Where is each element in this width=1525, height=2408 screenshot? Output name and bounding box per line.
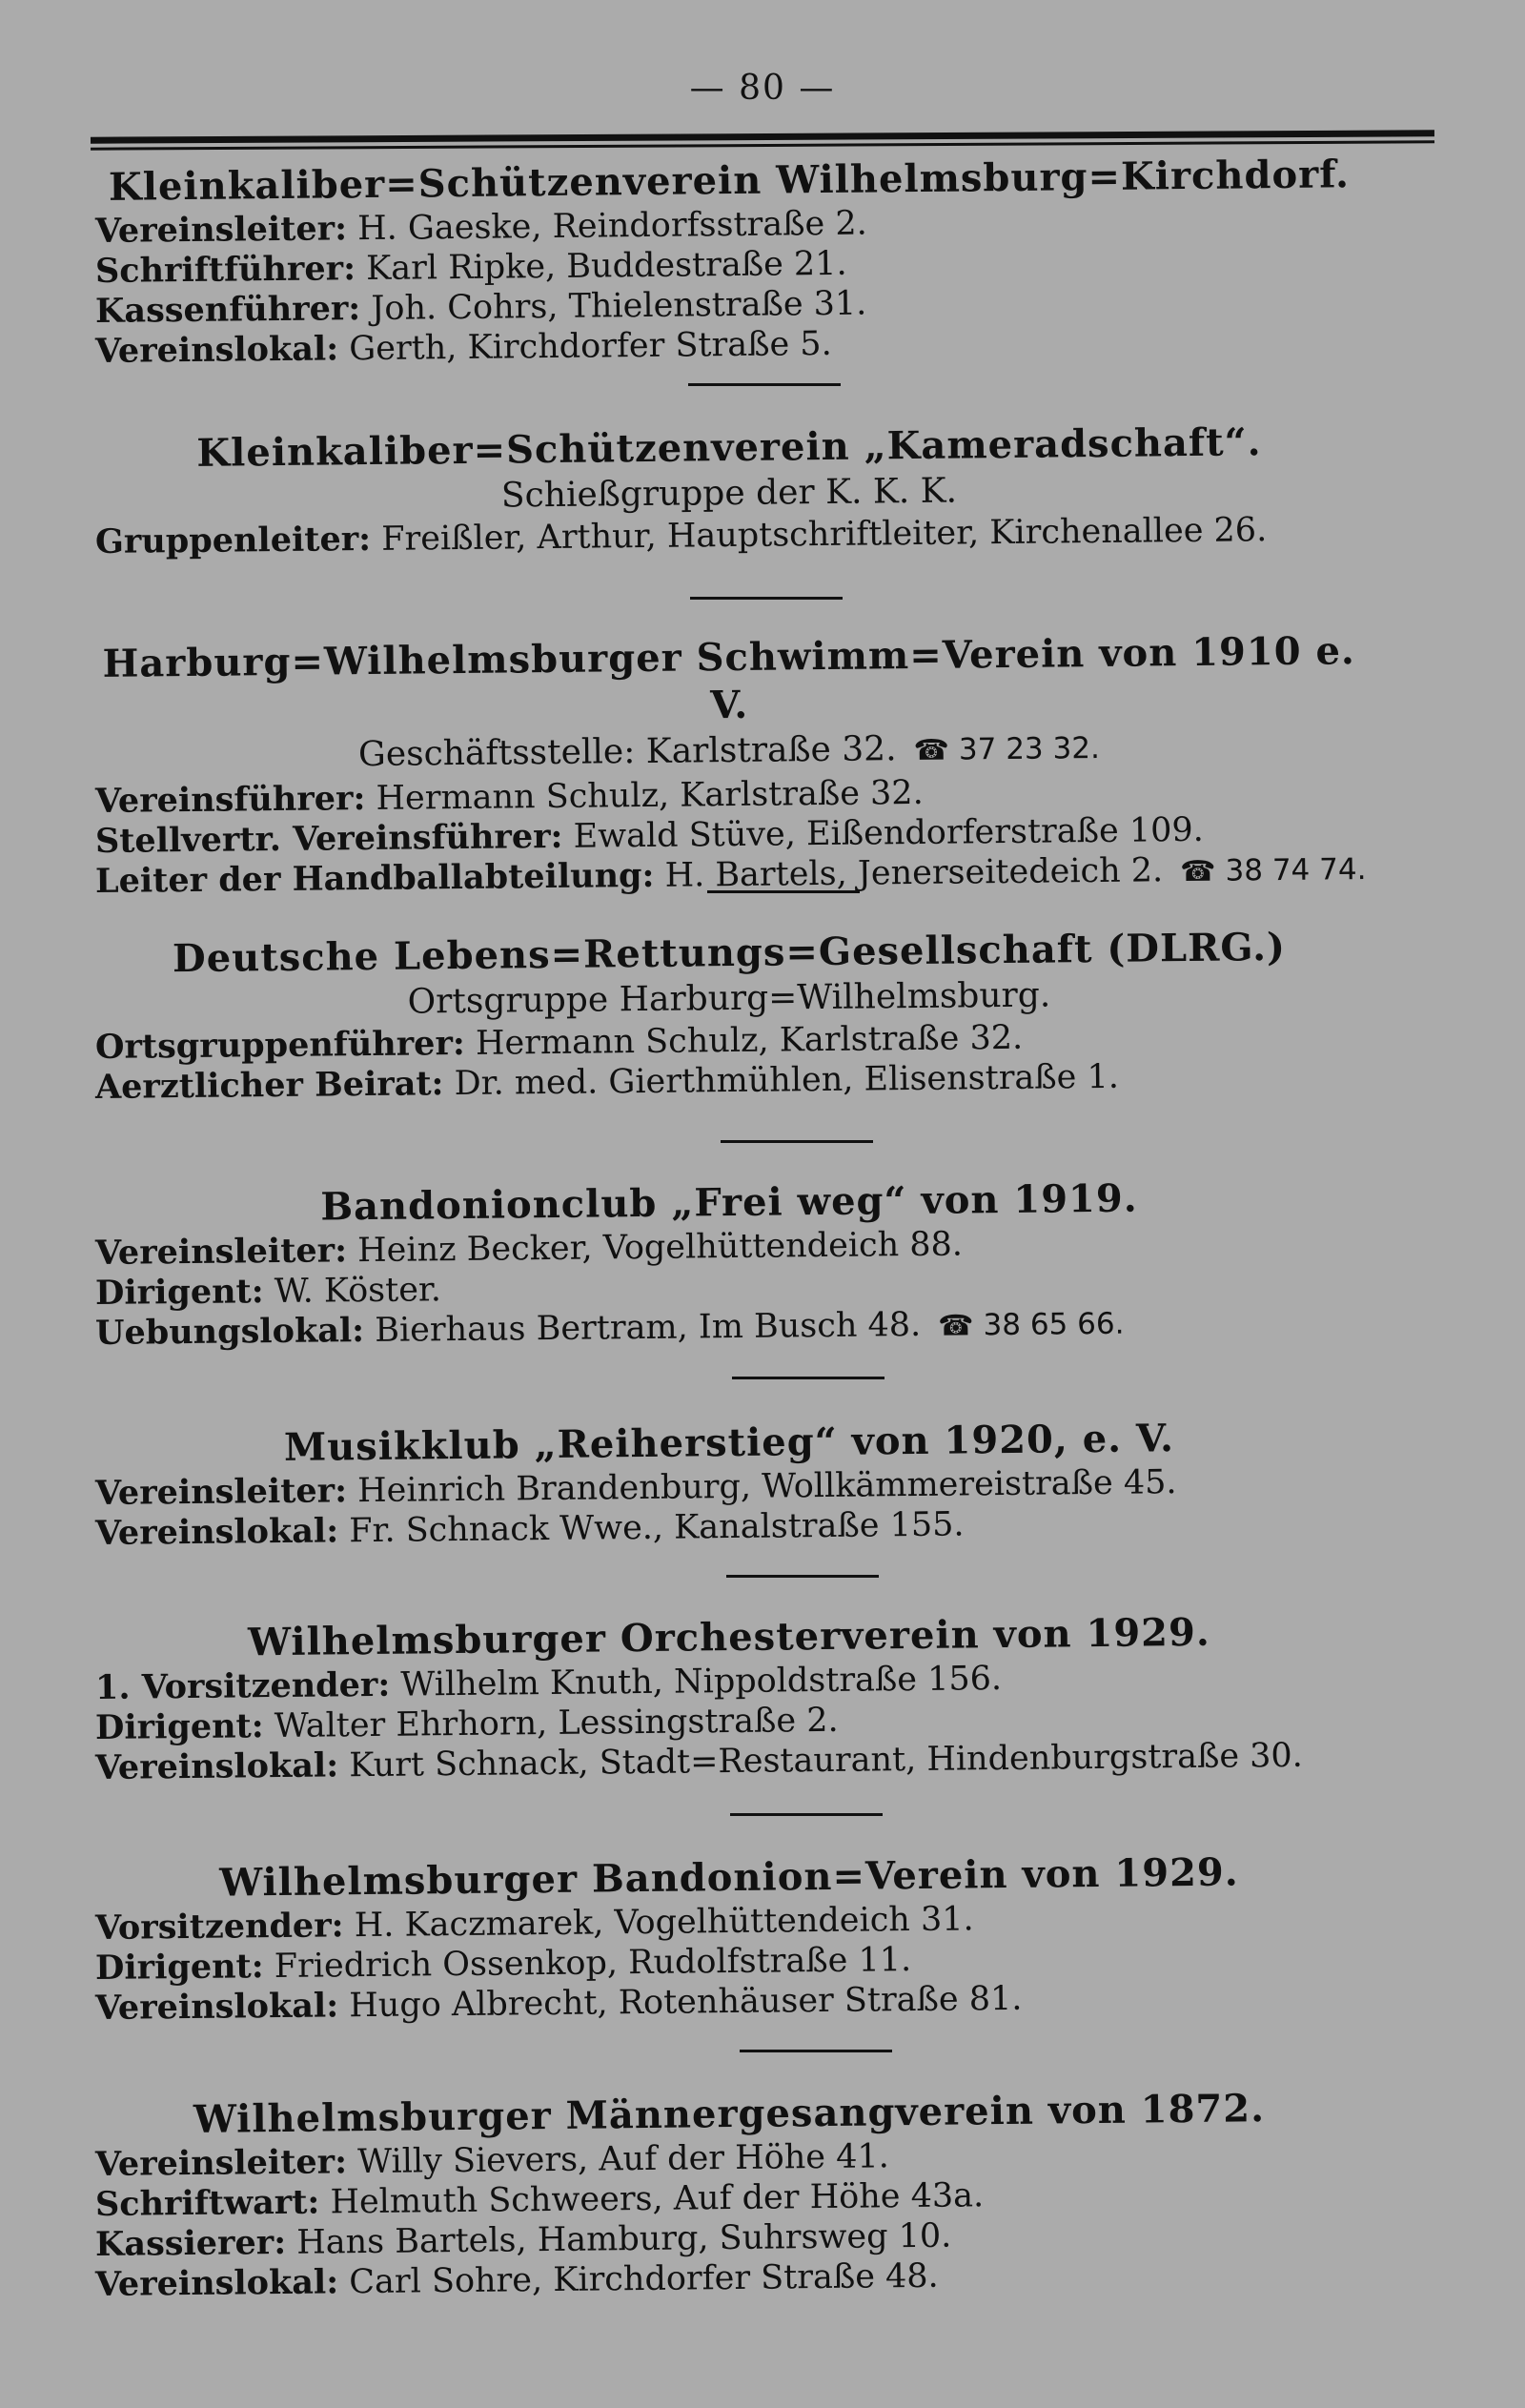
club-subtitle: Ortsgruppe Harburg=Wilhelmsburg. [407,975,1051,1022]
line-text: Willy Sievers, Auf der Höhe 41. [356,2137,890,2182]
line-text: Freißler, Arthur, Hauptschriftleiter, Kirchenallee 26. [381,511,1268,559]
phone-value: 37 23 32. [958,730,1101,767]
line-text: Gerth, Kirchdorfer Straße 5. [349,324,832,369]
line-text: W. Köster. [274,1271,442,1312]
line-label: Vereinslokal: [94,329,339,371]
line-label: Vereinsleiter: [94,209,348,251]
club-subtitle: Schießgruppe der K. K. K. [500,471,958,516]
club-entry [94,419,1363,562]
subtitle-text: Geschäftsstelle: Karlstraße 32. [357,729,897,775]
line-text: Walter Ehrhorn, Lessingstraße 2. [274,1701,839,1746]
line-label: Schriftführer: [94,249,356,291]
line-text: Kurt Schnack, Stadt=Restaurant, Hindenburgstraße 30. [349,1736,1304,1786]
club-title: Bandonionclub „Frei weg“ von 1919. [320,1175,1138,1230]
club-entry [94,1416,1363,1554]
line-label: Vorsitzender: [94,1906,344,1948]
separator [730,1813,883,1816]
line-text: Karl Ripke, Buddestraße 21. [365,244,847,289]
club-title: Kleinkaliber=Schützenverein Wilhelmsburg=Kirchdorf. [108,152,1351,210]
club-entry [94,2086,1363,2305]
line-text: Hermann Schulz, Karlstraße 32. [376,773,924,818]
club-entry [94,628,1367,904]
phone-value: 38 74 74. [1225,852,1367,888]
separator [688,383,841,386]
club-title: Musikklub „Reiherstieg“ von 1920, e. V. [283,1416,1175,1470]
line-text: Hugo Albrecht, Rotenhäuser Straße 81. [349,1979,1023,2026]
line-label: Kassenführer: [94,289,361,331]
line-label: Gruppenleiter: [94,519,372,561]
line-label: Vereinsleiter: [94,1471,348,1513]
line-label: Dirigent: [94,1706,264,1747]
club-title: Kleinkaliber=Schützenverein „Kameradschaft“. [196,419,1262,476]
club-entry [94,1849,1363,2029]
line-text: Joh. Cohrs, Thielenstraße 31. [371,284,867,328]
separator [740,2050,892,2052]
club-entry [94,924,1363,1108]
line-text: Carl Sohre, Kirchdorfer Straße 48. [349,2256,939,2302]
club-title: Wilhelmsburger Orchesterverein von 1929. [247,1609,1211,1665]
line-label: Stellvertr. Vereinsführer: [94,816,563,861]
phone-number [913,731,1100,767]
line-text: Heinrich Brandenburg, Wollkämmereistraße 45. [356,1463,1177,1511]
telephone-icon: ☎ [938,1309,974,1343]
line-label: Dirigent: [94,1947,264,1988]
club-title: Wilhelmsburger Bandonion=Verein von 1929. [219,1849,1239,1906]
line-label: Aerztlicher Beirat: [94,1064,444,1107]
separator [732,1377,884,1379]
club-entry [94,152,1363,372]
separator [690,597,843,600]
separator [726,1575,879,1578]
line-text: Dr. med. Gierthmühlen, Elisenstraße 1. [454,1057,1120,1104]
club-title: Wilhelmsburger Männergesangverein von 1872. [193,2086,1266,2142]
line-text: Helmuth Schweers, Auf der Höhe 43a. [330,2176,985,2222]
line-label: Vereinslokal: [94,1511,339,1553]
separator [707,890,860,893]
club-entry [94,1175,1363,1356]
telephone-icon: ☎ [913,733,950,768]
line-label: Schriftwart: [94,2182,320,2224]
line-text: Friedrich Ossenkop, Rudolfstraße 11. [274,1941,912,1987]
line-text: Wilhelm Knuth, Nippoldstraße 156. [400,1660,1003,1704]
line-label: Leiter der Handballabteilung: [94,855,655,901]
line-text: H. Kaczmarek, Vogelhüttendeich 31. [354,1900,974,1946]
line-label: Dirigent: [94,1272,264,1313]
phone-value: 38 65 66. [983,1306,1125,1343]
line-label: Uebungslokal: [94,1311,365,1353]
line-text: Ewald Stüve, Eißendorferstraße 109. [573,810,1204,856]
phone-number [938,1307,1125,1343]
club-entry [94,1609,1363,1788]
line-label: Vereinslokal: [94,1745,339,1787]
line-text: H. Bartels, Jenerseitedeich 2. [664,851,1164,895]
line-text: Fr. Schnack Wwe., Kanalstraße 155. [349,1505,965,1551]
line-label: Vereinsführer: [94,779,366,821]
club-title: Deutsche Lebens=Rettungs=Gesellschaft (DLRG.) [172,924,1287,982]
line-label: Kassierer: [94,2222,287,2264]
line-label: Ortsgruppenführer: [94,1023,466,1067]
line-label: 1. Vorsitzender: [94,1664,391,1707]
line-label: Vereinsleiter: [94,1231,348,1273]
phone-number [1180,852,1367,888]
header-rule [91,130,1434,150]
telephone-icon: ☎ [1180,854,1216,889]
separator [721,1140,873,1143]
line-text: Hermann Schulz, Karlstraße 32. [475,1018,1024,1063]
line-text: Heinz Becker, Vogelhüttendeich 88. [356,1225,964,1271]
line-text: Hans Bartels, Hamburg, Suhrsweg 10. [296,2216,952,2262]
line-label: Vereinslokal: [94,2262,339,2304]
line-label: Vereinslokal: [94,1986,339,2028]
line-label: Vereinsleiter: [94,2142,348,2184]
line-text: Bierhaus Bertram, Im Busch 48. [375,1305,922,1350]
page-number: — 80 — [689,69,836,108]
club-title: Harburg=Wilhelmsburger Schwimm=Verein von 1910 e. V. [102,628,1356,728]
line-text: H. Gaeske, Reindorfsstraße 2. [356,204,867,249]
